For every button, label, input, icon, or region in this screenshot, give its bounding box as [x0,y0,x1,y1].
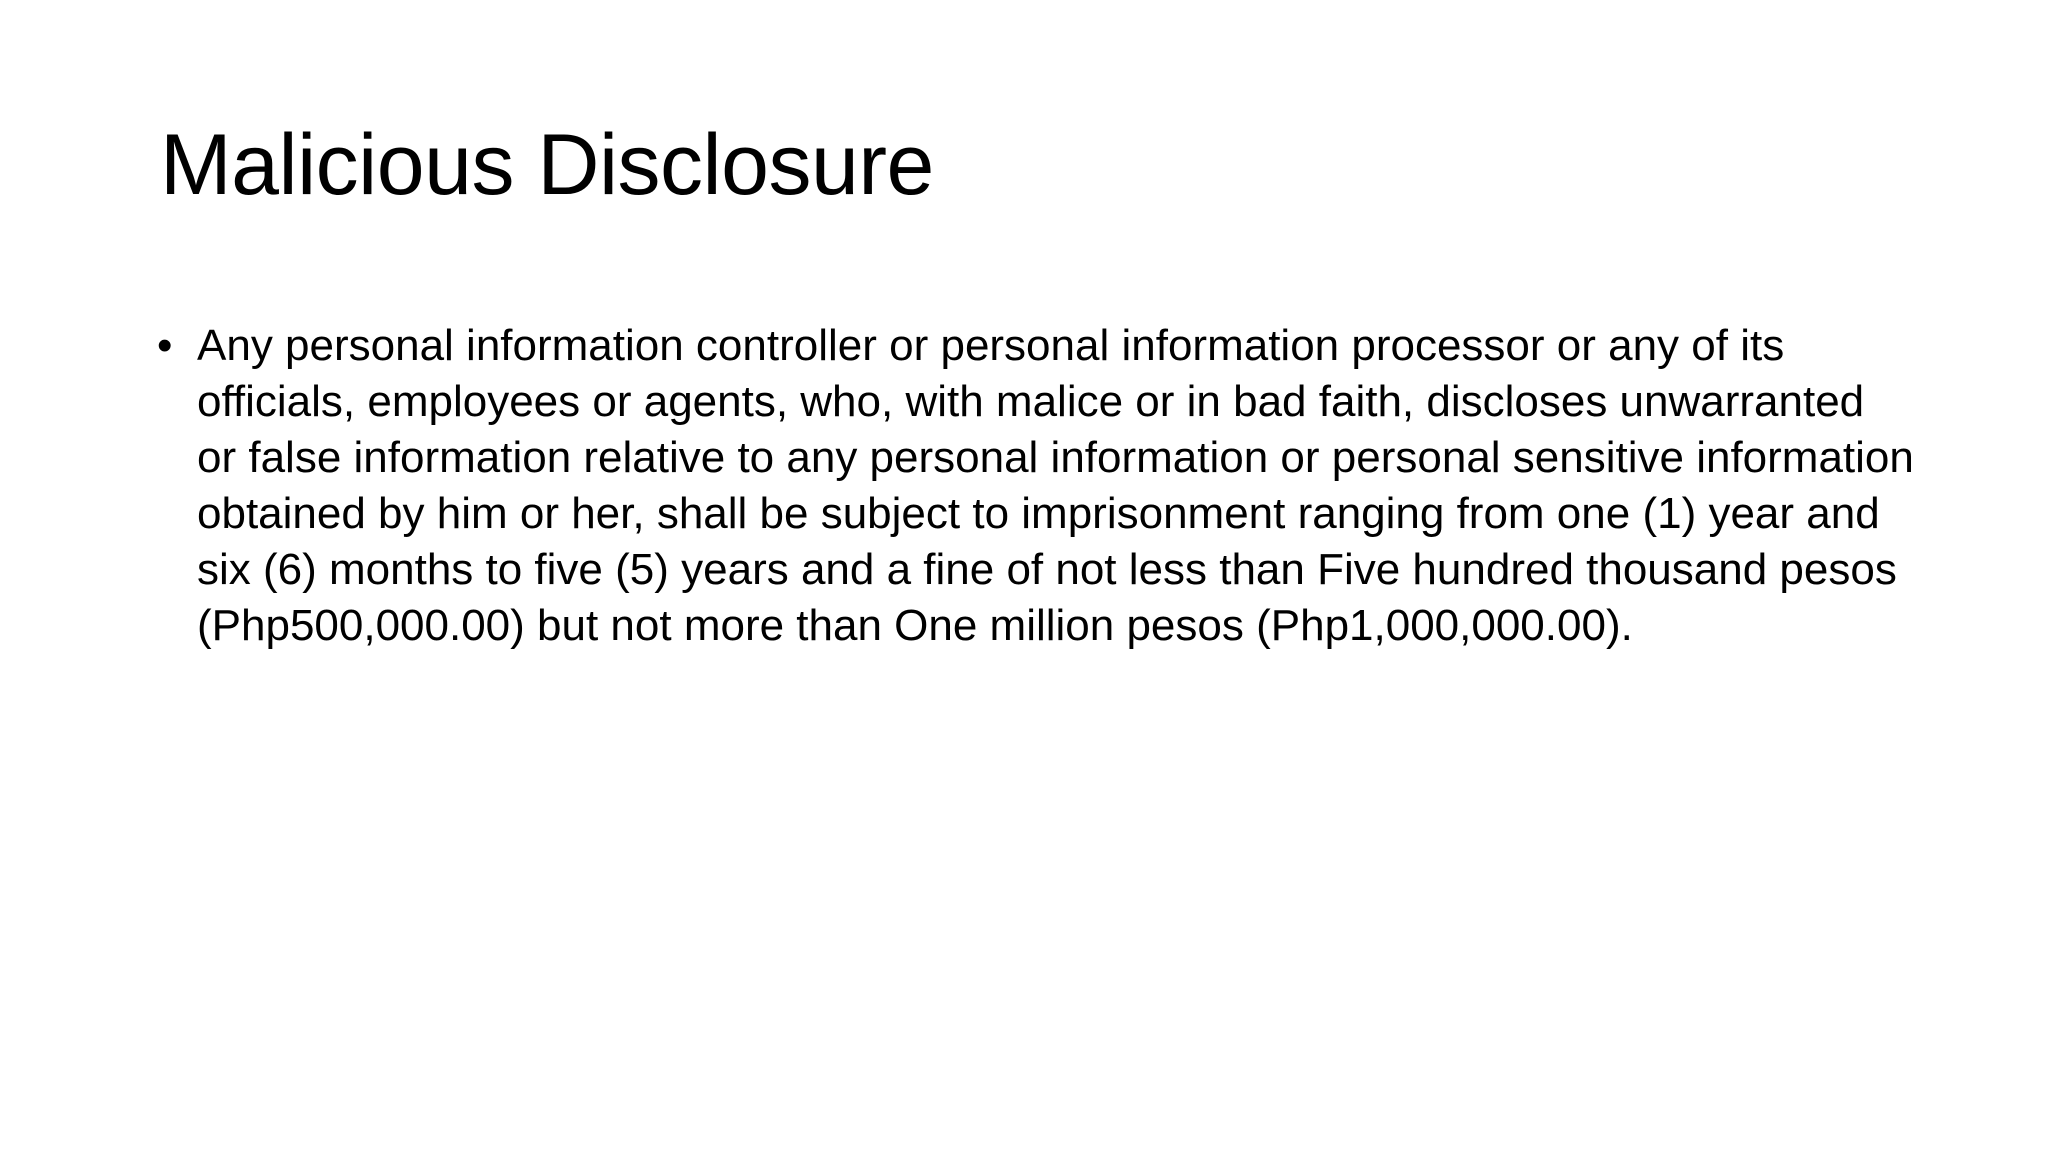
slide-body [155,318,1915,654]
bullet-text: Any personal information controller or personal information processor or any of its officials, employees or agents, who, with malice or in bad faith, discloses unwarranted or false information relative to any personal information or personal sensitive information obtained by him or her, shall be subject to imprisonment ranging from one (1) year and six (6) months to five (5) years and a fine of not less than Five hundred thousand pesos (Php500,000.00) but not more than One million pesos (Php1,000,000.00). [197,321,1914,650]
bullet-marker: • [157,321,173,370]
bullet-item [155,318,1915,654]
slide-title: Malicious Disclosure [160,117,934,213]
